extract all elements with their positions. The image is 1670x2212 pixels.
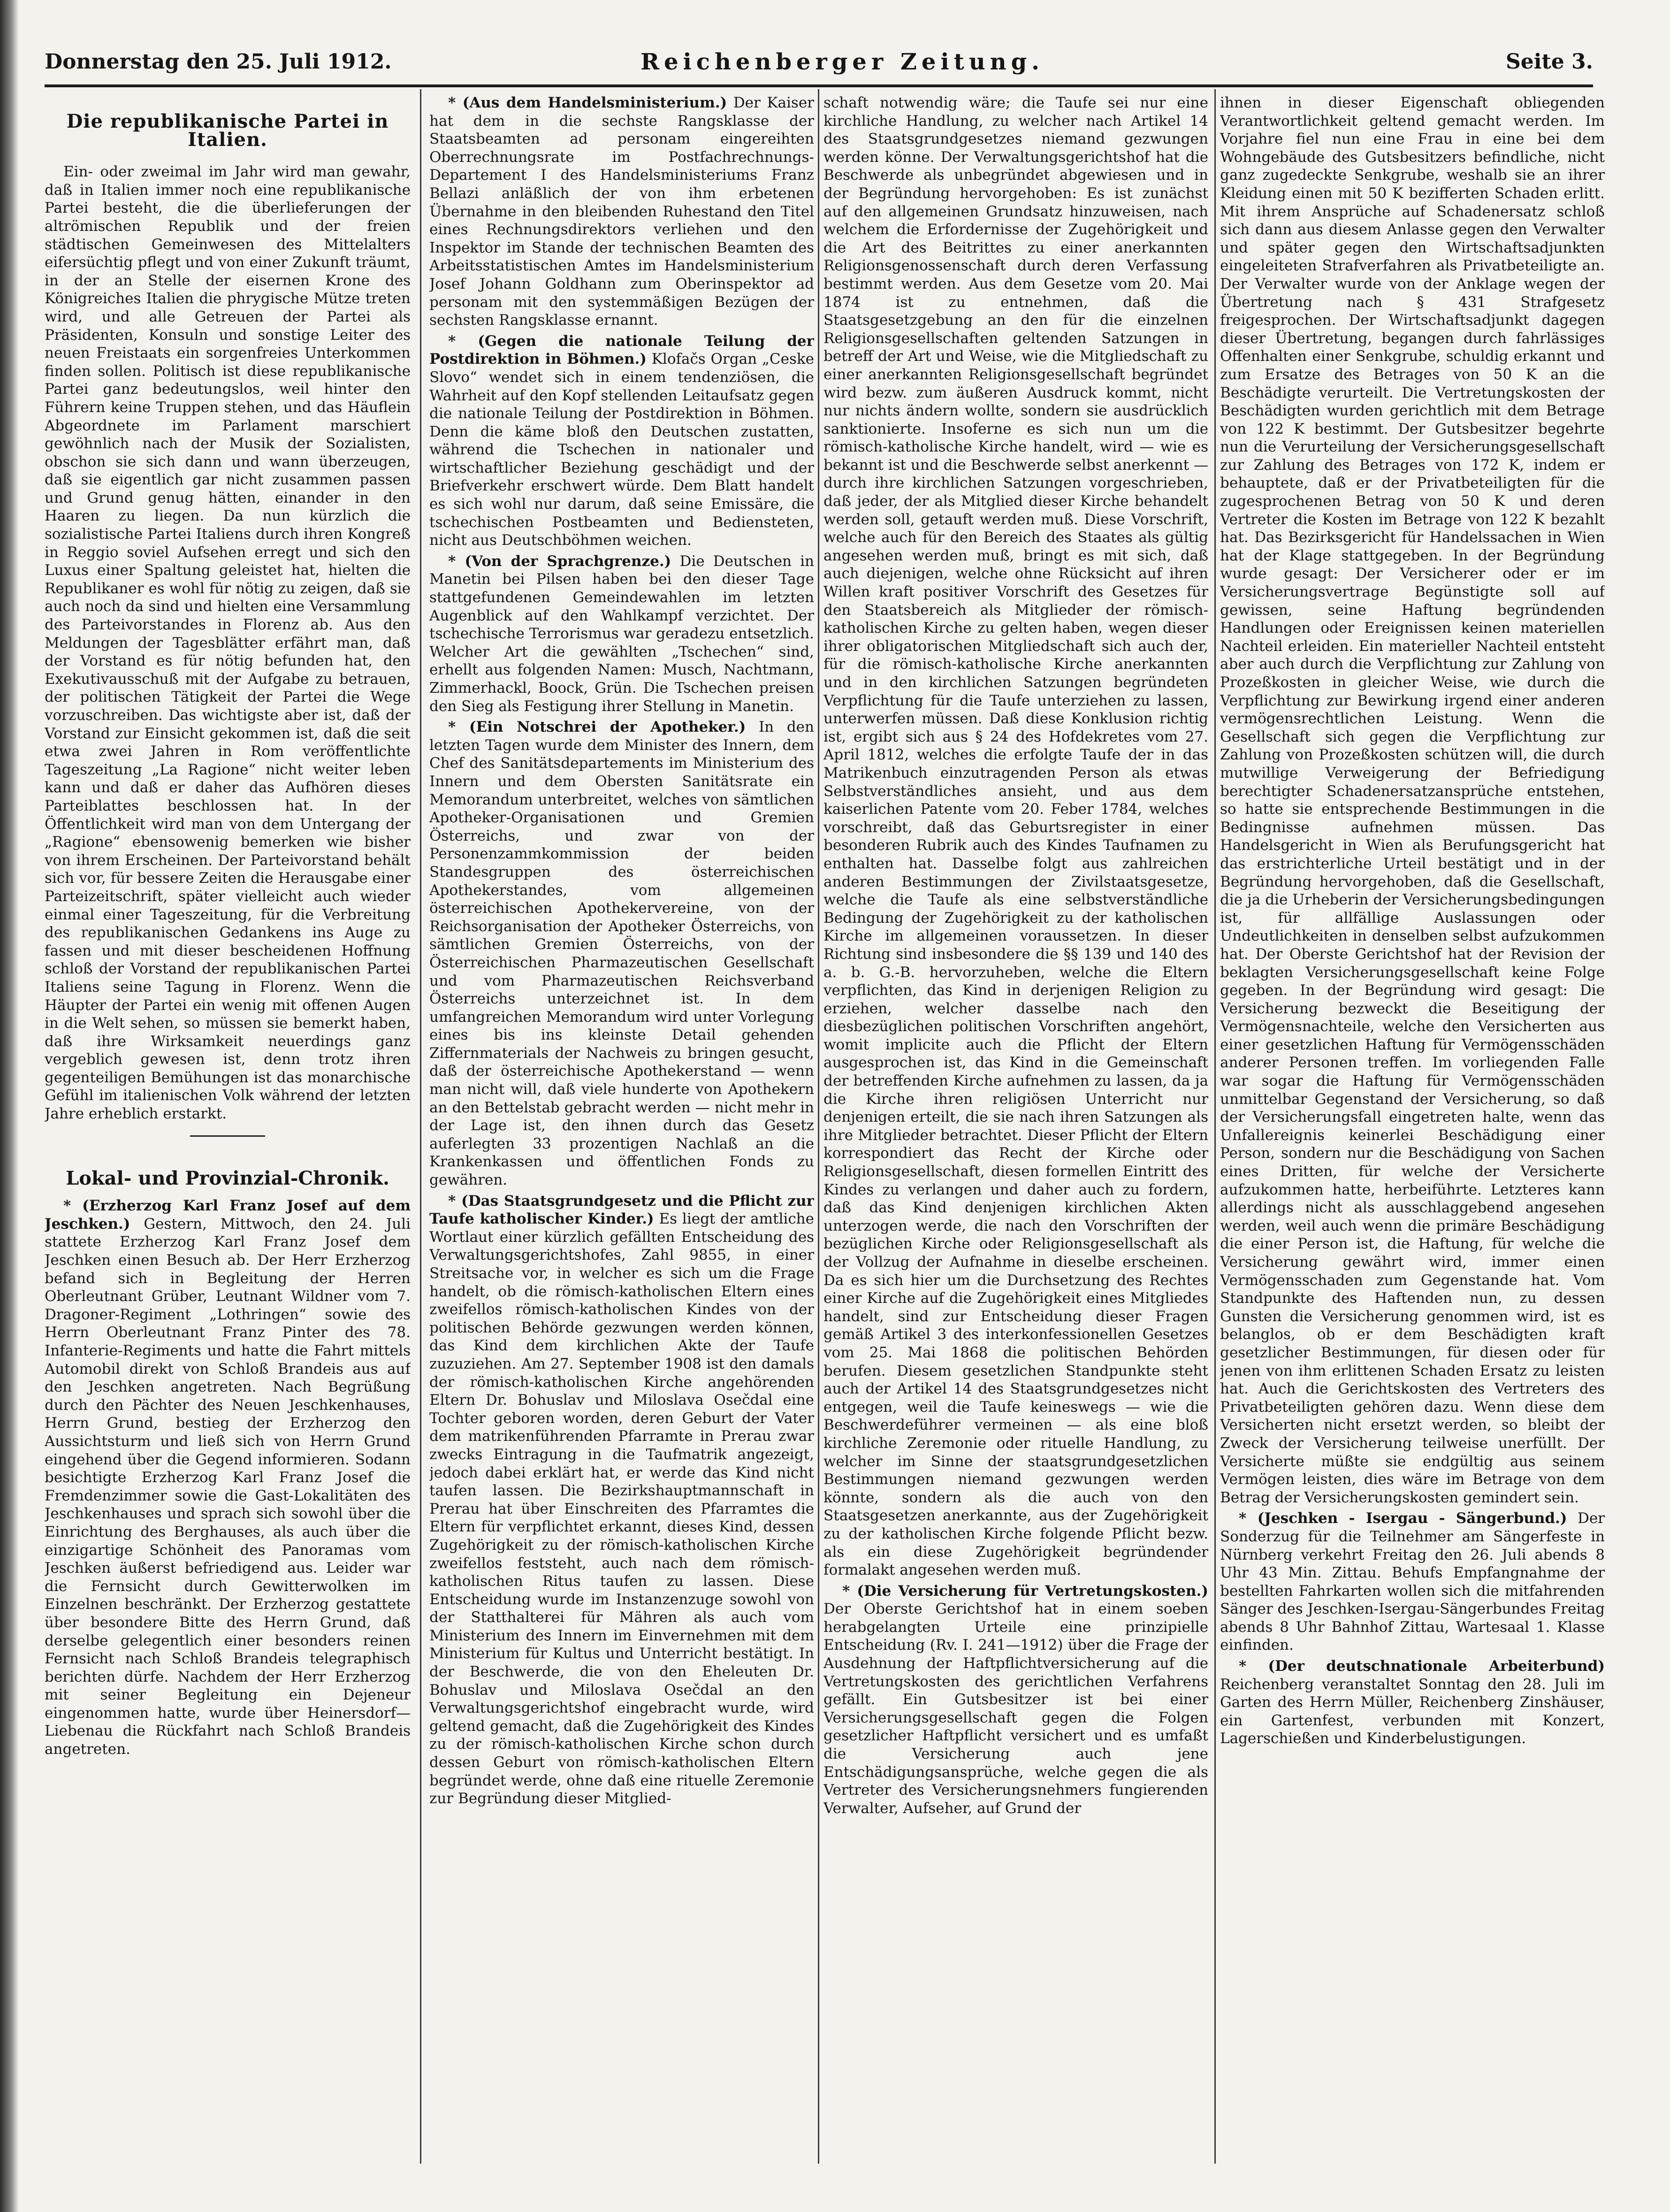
news-item xyxy=(1220,1509,1605,1654)
page-number: Seite 3. xyxy=(1505,50,1593,74)
news-item-text: Die Deutschen in Manetin bei Pilsen haben bei den dieser Tage stattgefundenen Gemeindewahlen im letzten Augenblick auf den Wahlkampf verzichtet. Der tschechische Terrorismus war geradezu entsetzlich. Welcher Art die gewählten „Tschechen“ sind, erhellt aus folgenden Namen: Musch, Nachtmann, Zimmerhackl, Boock, Grün. Die Tschechen preisen den Sieg als Festigung ihrer Stellung in Manetin. xyxy=(429,552,814,715)
news-item xyxy=(429,718,814,1189)
newspaper-title: Reichenberger Zeitung. xyxy=(641,49,1044,75)
news-item-title: * (Jeschken - Isergau - Sängerbund.) xyxy=(1239,1510,1567,1527)
news-item xyxy=(429,332,814,550)
news-item xyxy=(824,1582,1208,1818)
column-2 xyxy=(429,94,814,2182)
page-header xyxy=(45,47,1593,87)
news-item xyxy=(429,94,814,329)
news-item-text: Der Oberste Gerichtshof hat in einem soeben herabgelangten Urteile eine prinzipielle Entscheidung (Rv. I. 241—1912) über die Frage der Ausdehnung der Haftpflichtversicherung auf die Vertretungskosten des gerichtlichen Verfahrens gefällt. Ein Gutsbesitzer ist bei einer Versicherungsgesellschaft gegen die Folgen gesetzlicher Haftpflicht versichert und es umfaßt die Versicherung auch jene Entschädigungsansprüche, welche gegen die als Vertreter des Versicherungsnehmers fungierenden Verwalter, Aufseher, auf Grund der xyxy=(824,1600,1208,1817)
article-paragraph: Ein- oder zweimal im Jahr wird man gewahr, daß in Italien immer noch eine republikanische Partei besteht, die die überlieferungen der altrömischen Republik und der freien städtischen Gemeinwesen des Mittelalters eifersüchtig pflegt und von einer Zukunft träumt, in der an Stelle der eisernen Krone des Königreiches Italien die phrygische Mütze treten wird, und alle Getreuen der Partei als Präsidenten, Konsuln und sonstige Leiter des neuen Freistaats ein sorgenfreies Unterkommen finden sollen. Politisch ist diese republikanische Partei ganz bedeutungslos, weil hinter den Führern keine Truppen stehen, und das Häuflein Abgeordnete im Parlament marschiert gewöhnlich nach der Musik der Sozialisten, obschon sie sich dann und wann überzeugen, daß sie eigentlich gar nicht zusammen passen und Grund genug hätten, einander in den Haaren zu liegen. Da nun kürzlich die sozialistische Partei Italiens durch ihren Kongreß in Reggio soviel Aufsehen erregt und sich den Luxus einer Spaltung geleistet hat, hielten die Republikaner es wohl für nötig zu zeigen, daß sie auch noch da sind und hielten eine Versammlung des Parteivorstandes in Florenz ab. Aus den Meldungen der Tagesblätter erfährt man, daß der Vorstand es für nötig befunden hat, den Exekutivausschuß mit der Aufgabe zu betrauen, der politischen Tätigkeit der Partei die Wege vorzuschreiben. Das wichtigste aber ist, daß der Vorstand zur Einsicht gekommen ist, daß die seit etwa zwei Jahren in Rom veröffentlichte Tageszeitung „La Ragione“ nicht weiter leben kann und daß er daher das Aufhören dieses Parteiblattes beschlossen hat. In der Öffentlichkeit wird man von dem Untergang der „Ragione“ ebensowenig bemerken wie bisher von ihrem Erscheinen. Der Parteivorstand behält sich vor, für bessere Zeiten die Herausgabe einer Parteizeitschrift, später vielleicht auch wieder einmal einer Tageszeitung, für die Verbreitung des republikanischen Gedankens ins Auge zu fassen und mit dieser bescheidenen Hoffnung schloß der Vorstand der republikanischen Partei Italiens seine Tagung in Florenz. Wenn die Häupter der Partei ein wenig mit offenen Augen in die Welt sehen, so müssen sie bemerkt haben, daß ihre Wirksamkeit neuerdings ganz vergeblich gewesen ist, denn trotz ihren gegenteiligen Bemühungen ist das monarchische Gefühl im italienischen Volk während der letzten Jahre erheblich erstarkt. xyxy=(45,163,411,1123)
header-date: Donnerstag den 25. Juli 1912. xyxy=(45,50,392,74)
column-rule xyxy=(818,89,819,2164)
news-item-text: Es liegt der amtliche Wortlaut einer kürzlich gefällten Entscheidung des Verwaltungsgerichtshofes, Zahl 9855, in einer Streitsache vor, in welcher es sich um die Frage handelt, ob die römisch-katholischen Eltern eines zweifellos römisch-katholischen Kindes von der politischen Behörde gezwungen werden können, das Kind dem kirchlichen Akte der Taufe zuzuziehen. Am 27. September 1908 ist den damals der römisch-katholischen Kirche angehörenden Eltern Dr. Bohuslav und Miloslava Osečdal eine Tochter geboren worden, deren Geburt der Vater dem matrikenführenden Pfarramte in Prerau zwar zwecks Eintragung in die Taufmatrik angezeigt, jedoch dabei erklärt hat, er werde das Kind nicht taufen lassen. Die Bezirkshauptmannschaft in Prerau hat über Einschreiten des Pfarramtes die Eltern für verpflichtet erkannt, dieses Kind, dessen Zugehörigkeit zu der römisch-katholischen Kirche zweifellos feststeht, auch nach dem römisch-katholischen Ritus taufen zu lassen. Diese Entscheidung wurde im Instanzenzuge sowohl von der Statthalterei für Mähren als auch vom Ministerium des Innern im Einvernehmen mit dem Ministerium für Kultus und Unterricht bestätigt. In der Beschwerde, die von den Eheleuten Dr. Bohuslav und Miloslava Osečdal an den Verwaltungsgerichtshof eingebracht wurde, wird geltend gemacht, daß die Zugehörigkeit des Kindes zu der römisch-katholischen Kirche schon durch dessen Geburt von römisch-katholischen Eltern begründet werde, ohne daß eine rituelle Zeremonie zur Begründung dieser Mitglied- xyxy=(429,1210,814,1807)
news-item-title: * (Ein Notschrei der Apotheker.) xyxy=(448,719,746,736)
news-item-text: Gestern, Mittwoch, den 24. Juli stattete Erzherzog Karl Franz Josef dem Jeschken einen Besuch ab. Der Herr Erzherzog befand sich in Begleitung der Herren Oberleutnant Grüber, Leutnant Wildner vom 7. Dragoner-Regiment „Lothringen“ sowie des Herrn Oberleutnant Franz Pinter des 78. Infanterie-Regiments und hatte die Fahrt mittels Automobil direkt von Schloß Brandeis aus auf den Jeschken angetreten. Nach Begrüßung durch den Pächter des Neuen Jeschkenhauses, Herrn Grund, bestieg der Erzherzog den Aussichtsturm und ließ sich von Herrn Grund eingehend über die Gegend informieren. Sodann besichtigte Erzherzog Karl Franz Josef die Fremdenzimmer sowie die Gast-Lokalitäten des Jeschkenhauses und sprach sich sowohl über die Einrichtung des Berghauses, als auch über die einzigartige Schönheit des Panoramas vom Jeschken äußerst befriedigend aus. Leider war die Fernsicht durch Gewitterwolken im Einzelnen beschränkt. Der Erzherzog gestattete über besondere Bitte des Herrn Grund, daß derselbe gelegentlich einer besonders reinen Fernsicht nach Schloß Brandeis telegraphisch berichten dürfe. Nachdem der Herr Erzherzog mit seiner Begleitung ein Dejeneur eingenommen hatte, wurde über Heinersdorf—Liebenau die Rückfahrt nach Schloß Brandeis angetreten. xyxy=(45,1215,411,1758)
news-item-text: In den letzten Tagen wurde dem Minister des Innern, dem Chef des Sanitätsdepartements im Ministerium des Innern und dem Obersten Sanitätsrate ein Memorandum unterbreitet, welches von sämtlichen Apotheker-Organisationen und Gremien Österreichs, und zwar von der Personenzammkommission der beiden Standesgruppen des österreichischen Apothekerstandes, vom allgemeinen österreichischen Apothekervereine, von der Reichsorganisation der Apotheker Österreichs, von sämtlichen Gremien Österreichs, von der Österreichischen Pharmazeutischen Gesellschaft und vom Pharmazeutischen Reichsverband Österreichs unterzeichnet ist. In dem umfangreichen Memorandum wird unter Vorlegung eines bis ins kleinste Detail gehenden Ziffernmaterials der Nachweis zu bringen gesucht, daß der österreichische Apothekerstand — wenn man nicht will, daß viele hunderte von Apothekern an den Bettelstab gebracht werden — nicht mehr in der Lage ist, den ihnen durch das Gesetz auferlegten 33 prozentigen Nachlaß an die Krankenkassen und öffentlichen Fonds zu gewähren. xyxy=(429,719,814,1189)
news-item-text: Klofačs Organ „Ceske Slovo“ wendet sich in einem tendenziösen, die Wahrheit auf den Kopf stellenden Leitaufsatz gegen die nationale Teilung der Postdirektion in Böhmen. Denn die käme bloß den Deutschen zustatten, während die Tschechen in nationaler und wirtschaftlicher Beziehung geschädigt und der Briefverkehr erschwert würde. Dem Blatt handelt es sich wohl nur darum, daß seine Emissäre, die tschechischen Postbeamten und Bediensteten, nicht aus Deutschböhmen weichen. xyxy=(429,351,814,549)
news-item-title: * (Von der Sprachgrenze.) xyxy=(448,552,671,570)
column-rule xyxy=(420,89,421,2164)
column-1 xyxy=(45,94,411,2182)
section-heading: Lokal- und Provinzial-Chronik. xyxy=(66,1167,389,1189)
news-item-title: * (Das Staatsgrundgesetz und die Pflicht zur Taufe katholischer Kinder.) xyxy=(429,1192,814,1228)
article-separator xyxy=(190,1135,265,1137)
news-item-title: * (Der deutschnationale Arbeiterbund) xyxy=(1239,1658,1605,1675)
news-item-title: * (Gegen die nationale Teilung der Postdirektion in Böhmen.) xyxy=(429,332,814,368)
article-continuation: schaft notwendig wäre; die Taufe sei nur eine kirchliche Handlung, zu welcher nach Artikel 14 des Staatsgrundgesetzes niemand gezwungen werden könne. Der Verwaltungsgerichtshof hat die Beschwerde als unbegründet abgewiesen und in der Begründung hervorgehoben: Es ist zunächst auf den allgemeinen Grundsatz hinzuweisen, nach welchem die Erfordernisse der Zugehörigkeit und die Art des Beitrittes zu einer anerkannten Religionsgenossenschaft durch deren Verfassung bestimmt werden. Aus dem Gesetze vom 20. Mai 1874 ist zu entnehmen, daß die Staatsgesetzgebung an den für die einzelnen Religionsgesellschaften geltenden Satzungen in betreff der Art und Weise, wie die Mitgliedschaft zu einer anerkannten Religionsgesellschaft begründet wird bezw. zum äußeren Ausdruck kommt, nicht nur nichts ändern wollte, sondern sie ausdrücklich sanktionierte. Insoferne es sich nun um die römisch-katholische Kirche handelt, wird — wie es bekannt ist und die Beschwerde selbst anerkennt — durch ihre kirchlichen Satzungen vorgeschrieben, daß jeder, der als Mitglied dieser Kirche behandelt werden soll, getauft werden muß. Diese Vorschrift, welche auch für den Bereich des Staates als gültig angesehen werden muß, bringt es mit sich, daß auch diejenigen, welche ohne Rücksicht auf ihren Willen kraft positiver Vorschrift des Gesetzes für den Staatsbereich als Mitglieder der römisch-katholischen Kirche zu gelten haben, wegen dieser ihrer obligatorischen Mitgliedschaft sich auch der, für die römisch-katholische Kirche anerkannten und in den kirchlichen Satzungen begründeten Verpflichtung für die Taufe unterziehen zu lassen, unterwerfen müssen. Daß diese Konklusion richtig ist, ergibt sich aus § 24 des Hofdekretes vom 27. April 1812, welches die erfolgte Taufe der in das Matrikenbuch einzutragenden Person als etwas Selbstverständliches ansieht, und aus dem kaiserlichen Patente vom 20. Feber 1784, welches vorschreibt, daß das Geburtsregister in einer besonderen Rubrik auch des Kindes Taufnamen zu enthalten hat. Dasselbe folgt aus zahlreichen anderen Bestimmungen der Zivilstaatsgesetze, welche die Taufe als eine selbstverständliche Bedingung der Zugehörigkeit zu der katholischen Kirche im allgemeinen voraussetzen. In dieser Richtung sind insbesondere die §§ 139 und 140 des a. b. G.-B. hervorzuheben, welche die Eltern verpflichten, das Kind in derjenigen Religion zu erziehen, welcher dasselbe nach den diesbezüglichen politischen Vorschriften angehört, womit implicite auch die Pflicht der Eltern ausgesprochen ist, das Kind in die Gemeinschaft der betreffenden Kirche aufnehmen zu lassen, da ja die Kirche ihren religiösen Unterricht nur denjenigen erteilt, die sie nach ihren Satzungen als ihre Mitglieder betrachtet. Dieser Pflicht der Eltern korrespondiert das Recht der Kirche oder Religionsgesellschaft, diesen formellen Eintritt des Kindes zu verlangen und daher auch zu fordern, daß das Kind denjenigen kirchlichen Akten unterzogen werde, die nach den Vorschriften der bezüglichen Kirche oder Religionsgesellschaft als der Vollzug der Aufnahme in dieselbe erscheinen. Da es sich hier um die Durchsetzung des Rechtes einer Kirche auf die Zugehörigkeit eines Mitgliedes handelt, sind zur Entscheidung dieser Fragen gemäß Artikel 3 des interkonfessionellen Gesetzes vom 25. Mai 1868 die politischen Behörden berufen. Diesem gesetzlichen Standpunkte steht auch der Artikel 14 des Staatsgrundgesetzes nicht entgegen, weil die Taufe keineswegs — wie die Beschwerdeführer vermeinen — als eine bloß kirchliche Zeremonie oder rituelle Handlung, zu welcher im Sinne der staatsgrundgesetzlichen Bestimmungen niemand gezwungen werden könnte, sondern als die auch von den Staatsgesetzen anerkannte, aus der Zugehörigkeit zu der katholischen Kirche folgende Pflicht bezw. als ein diese Zugehörigkeit begründender formalakt angesehen werden muß. xyxy=(824,94,1208,1579)
column-4 xyxy=(1220,94,1605,2182)
news-item xyxy=(1220,1657,1605,1748)
news-item xyxy=(429,1192,814,1808)
news-item-title: * (Die Versicherung für Vertretungskosten.) xyxy=(842,1582,1208,1600)
news-item-title: * (Aus dem Handelsministerium.) xyxy=(448,94,727,111)
article-continuation: ihnen in dieser Eigenschaft obliegenden Verantwortlichkeit geltend gemacht werden. Im Vorjahre fiel nun eine Frau in eine bei dem Wohngebäude des Gutsbesitzers befindliche, nicht ganz zugedeckte Senkgrube, weshalb sie an ihrer Kleidung einen mit 50 K bezifferten Schaden erlitt. Mit ihrem Ansprüche auf Schadenersatz schloß sich dann aus diesem Anlasse gegen den Verwalter und später gegen den Wirtschaftsadjunkten eingeleiteten Strafverfahren als Privatbeteiligte an. Der Verwalter wurde von der Anklage wegen der Übertretung nach § 431 Strafgesetz freigesprochen. Der Wirtschaftsadjunkt dagegen dieser Übertretung, begangen durch fahrlässiges Offenhalten einer Senkgrube, schuldig erkannt und zum Ersatze des Betrages von 50 K an die Beschädigte verurteilt. Die Vertretungskosten der Beschädigten wurden gerichtlich mit dem Betrage von 122 K bestimmt. Der Gutsbesitzer begehrte nun die Verurteilung der Versicherungsgesellschaft zur Zahlung des Betrages von 172 K, indem er behauptete, daß er der Privatbeteiligten für die zugesprochenen Betrag von 50 K und deren Vertreter die Kosten im Betrage von 122 K bezahlt hat. Das Bezirksgericht für Handelssachen in Wien hat der Klage stattgegeben. In der Begründung wurde gesagt: Der Versicherer oder er im Versicherungsvertrage Begünstigte soll auf gewissen, seine Haftung begründenden Handlungen oder Ereignissen keinen materiellen Nachteil erleiden. Ein materieller Nachteil entsteht aber auch durch die Verpflichtung zur Zahlung von Prozeßkosten in gleicher Weise, wie durch die Verpflichtung zur Bewirkung irgend einer anderen vermögensrechtlichen Leistung. Wenn die Gesellschaft sich gegen die Verpflichtung zur Zahlung von Prozeßkosten schützen will, die durch mutwillige Verweigerung der Befriedigung berechtigter Schadenersatzansprüche entstehen, so hatte sie entsprechende Bestimmungen in die Bedingnisse aufnehmen müssen. Das Handelsgericht in Wien als Berufungsgericht hat das erstrichterliche Urteil bestätigt und in der Begründung hervorgehoben, daß die Gesellschaft, die ja die Urheberin der Versicherungsbedingungen ist, für allfällige Auslassungen oder Undeutlichkeiten in denselben selbst aufzukommen hat. Der Oberste Gerichtshof hat der Revision der beklagten Versicherungsgesellschaft keine Folge gegeben. In der Begründung wird gesagt: Die Versicherung bezweckt die Beseitigung der Vermögensnachteile, welche den Versicherten aus einer gesetzlichen Haftung für Vermögensschäden anderer Personen treffen. Im vorliegenden Falle war sogar die Haftung für Vermögensschäden unmittelbar Gegenstand der Versicherung, so daß der Versicherungsfall eingetreten halte, wenn das Unfallereignis keinerlei Beschädigung einer Person, sondern nur die Beschädigung von Sachen eines Dritten, für welche der Versicherte aufzukommen hatte, herbeiführte. Letzteres kann allerdings nicht als ausschlaggebend angesehen werden, weil auch wenn die primäre Beschädigung die einer Person ist, die Haftung, für welche die Versicherung gewährt wird, immer einen Vermögensschaden zum Gegenstande hat. Vom Standpunkte des Haftenden nun, zu dessen Gunsten die Versicherung genommen wird, ist es belanglos, ob er dem Beschädigten kraft gesetzlicher Bestimmungen, für diesen oder für jenen von ihm erlittenen Schaden Ersatz zu leisten hat. Auch die Gerichtskosten des Vertreters des Privatbeteiligten gehören dazu. Wenn diese dem Versicherten nicht ersetzt werden, so bleibt der Zweck der Versicherung teilweise unerfüllt. Der Versicherte müßte sie endgültig aus seinem Vermögen leisten, dies wäre im Betrage von dem Betrag der Versicherungskosten gemindert sein. xyxy=(1220,94,1605,1506)
news-item-title: * (Erzherzog Karl Franz Josef auf dem Jeschken.) xyxy=(45,1197,411,1232)
article-headline: Die republikanische Partei in Italien. xyxy=(66,110,389,151)
column-3 xyxy=(824,94,1208,2182)
news-item-text: Reichenberg veranstaltet Sonntag den 28. Juli im Garten des Herrn Müller, Reichenberg Zinshäuser, ein Gartenfest, verbunden mit Konzert, Lagerschießen und Kinderbelustigungen. xyxy=(1220,1676,1605,1747)
news-item-text: Der Sonderzug für die Teilnehmer am Sängerfeste in Nürnberg verkehrt Freitag den 26. Juli abends 8 Uhr 43 Min. Zittau. Behufs Empfangnahme der bestellten Fahrkarten wollen sich die mitfahrenden Sänger des Jeschken-Isergau-Sängerbundes Freitag abends 8 Uhr Bahnhof Zittau, Wartesaal 1. Klasse einfinden. xyxy=(1220,1510,1605,1654)
column-rule xyxy=(1214,89,1216,2164)
page-edge-shadow xyxy=(0,0,19,2212)
news-item-text: Der Kaiser hat dem in die sechste Rangsklasse der Staatsbeamten ad personam eingereihten Oberrechnungsrate im Postfachrechnungs-Departement I des Handelsministeriums Franz Bellazi anläßlich der von ihm erbetenen Übernahme in den bleibenden Ruhestand den Titel eines Rechnungsdirektors verliehen und den Inspektor im Stande der technischen Beamten des Arbeitsstatistischen Amtes im Handelsministerium Josef Johann Goldhann zum Oberinspektor ad personam mit den systemmäßigen Bezügen der sechsten Rangsklasse ernannt. xyxy=(429,94,814,329)
news-item xyxy=(45,1197,411,1758)
news-item xyxy=(429,552,814,715)
